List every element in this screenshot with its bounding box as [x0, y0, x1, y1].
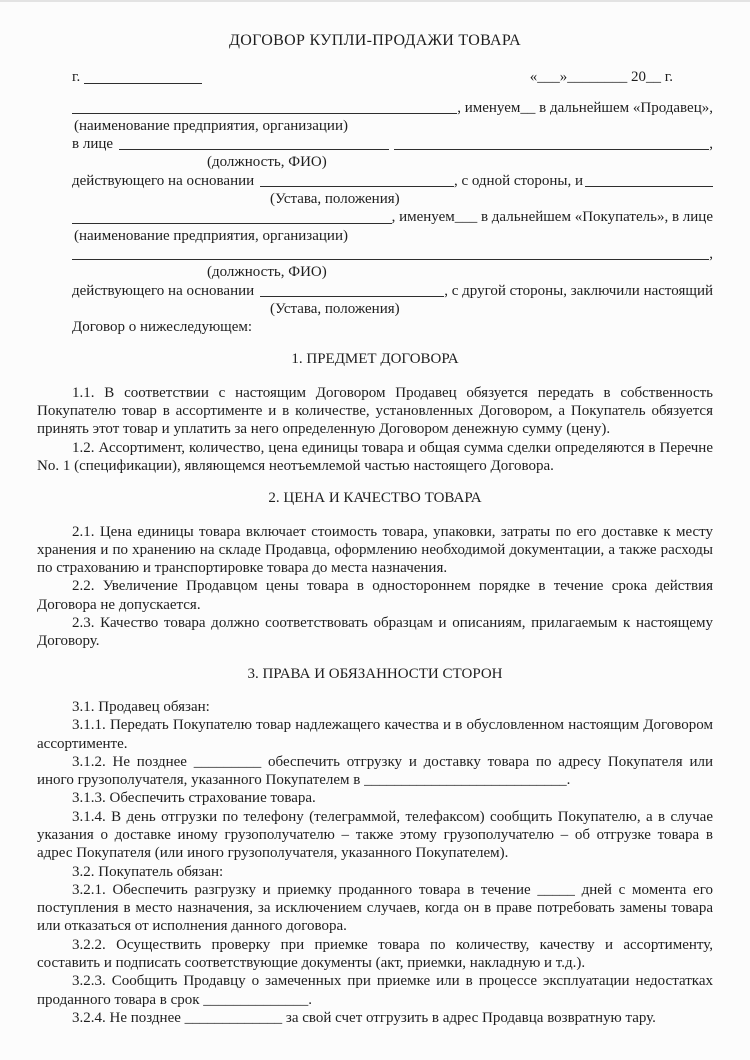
seller-name-suffix: , именуем__ в дальнейшем «Продавец»,	[457, 99, 713, 116]
buyer-basis-blank-field	[260, 282, 444, 297]
in-person-label: в лице	[72, 136, 114, 153]
buyer-name-line	[37, 208, 713, 226]
section-heading: 1. ПРЕДМЕТ ДОГОВОРА	[291, 351, 459, 368]
seller-name-line	[37, 99, 713, 117]
charter-caption: (Устава, положения)	[270, 191, 400, 208]
buyer-representative-line	[37, 245, 713, 263]
contract-clause: 3.1.2. Не позднее _________ обеспечить отгрузку и доставку товара по адресу Покупателя или иного грузополучателя, указанного Покупателем в ___________________________.	[37, 753, 713, 789]
org-name-caption: (наименование предприятия, организации)	[74, 227, 348, 244]
acting-on-basis-label: действующего на основании	[72, 172, 255, 189]
contract-clause: 2.3. Качество товара должно соответствовать образцам и описаниям, прилагаемым к настоящему Договору.	[37, 615, 713, 650]
preamble-closing-line: Договор о нижеследующем:	[72, 319, 253, 336]
position-fio-caption: (должность, ФИО)	[207, 264, 327, 281]
contract-clause: 3.1. Продавец обязан:	[72, 698, 210, 715]
seller-basis-line	[37, 172, 713, 190]
acting-on-basis-label: действующего на основании	[72, 282, 255, 299]
section-heading: 2. ЦЕНА И КАЧЕСТВО ТОВАРА	[268, 490, 482, 507]
second-party-suffix: , с другой стороны, заключили настоящий	[444, 282, 713, 299]
first-party-suffix: , с одной стороны, и	[453, 172, 583, 189]
section-heading: 3. ПРАВА И ОБЯЗАННОСТИ СТОРОН	[247, 665, 503, 682]
contract-clause: 1.1. В соответствии с настоящим Договором Продавец обязуется передать в собственность Покупателю товар в ассортименте и в количестве, установленных Договором, а Покупатель обязуется принять этот товар и уплатить за него определенную Договором денежную сумму (цену).	[37, 384, 713, 438]
city-date-row	[37, 68, 713, 86]
buyer-name-start-blank-field	[585, 172, 713, 187]
contract-clause: 3.1.1. Передать Покупателю товар надлежащего качества и в обусловленном настоящим Договором ассортименте.	[37, 717, 713, 752]
contract-clause: 3.1.3. Обеспечить страхование товара.	[72, 790, 316, 807]
position-fio-caption: (должность, ФИО)	[207, 154, 327, 171]
seller-position-blank-field	[119, 135, 389, 150]
charter-caption: (Устава, положения)	[270, 300, 400, 317]
seller-name-blank-field	[72, 99, 457, 114]
date-line: «___»________ 20__ г.	[529, 69, 673, 86]
preamble-block	[37, 99, 713, 337]
trailing-comma: ,	[709, 136, 713, 153]
buyer-name-blank-field	[72, 208, 392, 223]
seller-representative-line	[37, 135, 713, 153]
seller-basis-blank-field	[260, 172, 454, 187]
contract-clause: 1.2. Ассортимент, количество, цена единицы товара и общая сумма сделки определяются в Перечне No. 1 (спецификации), являющемся неотъемлемой частью настоящего Договора.	[37, 439, 713, 474]
city-prefix-label: г.	[72, 69, 81, 86]
document-content	[0, 2, 750, 1027]
city-blank-field	[84, 68, 202, 83]
contract-clause: 3.2.4. Не позднее _____________ за свой счет отгрузить в адрес Продавца возвратную тару.	[72, 1009, 656, 1026]
contract-clause: 2.1. Цена единицы товара включает стоимость товара, упаковки, затраты по его доставке к месту хранения и по хранению на складе Продавца, оформлению необходимой документации, а также расходы по страхованию и транспортировке товара до места назначения.	[37, 523, 713, 577]
buyer-fio-blank-field	[72, 245, 709, 260]
org-name-caption: (наименование предприятия, организации)	[74, 117, 348, 134]
contract-clause: 2.2. Увеличение Продавцом цены товара в одностороннем порядке в течение срока действия Договора не допускается.	[37, 578, 713, 613]
buyer-name-suffix: , именуем___ в дальнейшем «Покупатель», в лице	[391, 209, 713, 226]
section-subject	[37, 350, 713, 475]
contract-clause: 3.1.4. В день отгрузки по телефону (телеграммой, телефаксом) сообщить Покупателю, а в случае указания о доставке иному грузополучателю – также этому грузополучателю – об отгрузке товара в адрес Покупателя (или иного грузополучателя, указанного Покупателем).	[37, 808, 713, 862]
trailing-comma: ,	[709, 245, 713, 262]
seller-fio-blank-field	[394, 135, 709, 150]
document-title: ДОГОВОР КУПЛИ-ПРОДАЖИ ТОВАРА	[229, 32, 521, 49]
contract-clause: 3.2.3. Сообщить Продавцу о замеченных при приемке или в процессе эксплуатации недостатках проданного товара в срок ______________.	[37, 973, 713, 1008]
contract-clause: 3.2.1. Обеспечить разгрузку и приемку проданного товара в течение _____ дней с момента его поступления в место назначения, за исключением случаев, когда он в праве потребовать замены товара или отказаться от исполнения данного договора.	[37, 881, 713, 935]
contract-clause: 3.2. Покупатель обязан:	[72, 863, 224, 880]
buyer-basis-line	[37, 282, 713, 300]
contract-clause: 3.2.2. Осуществить проверку при приемке товара по количеству, качеству и ассортименту, составить и подписать соответствующие документы (акт, приемки, накладную и т.д.).	[37, 936, 713, 972]
section-rights-obligations	[37, 665, 713, 1028]
city-line	[72, 68, 202, 86]
section-price-quality	[37, 489, 713, 650]
